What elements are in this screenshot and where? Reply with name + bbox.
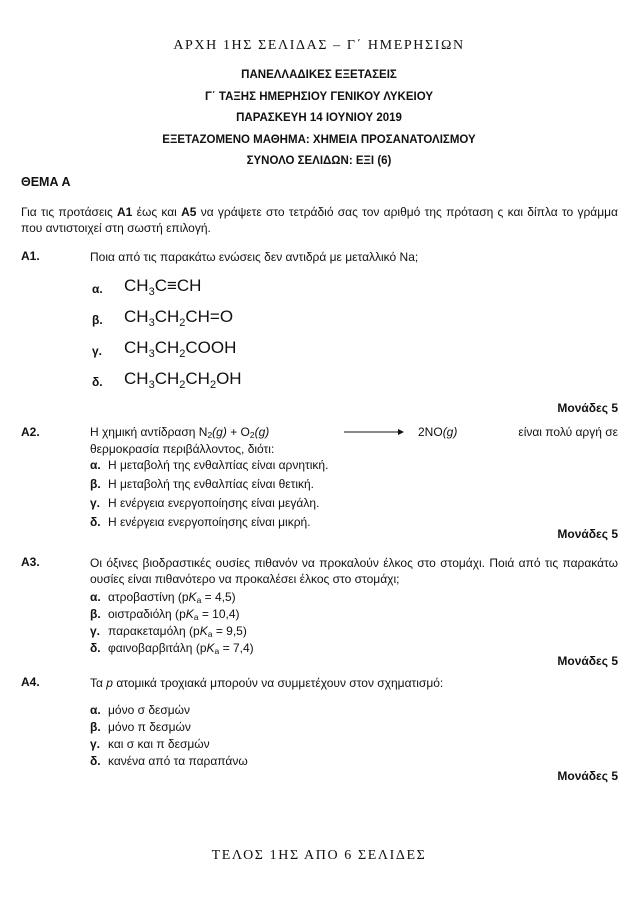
- a2-reaction-product: 2NO(g): [418, 425, 458, 439]
- a1-option-letter: γ.: [92, 344, 103, 358]
- a2-option-letter: γ.: [90, 496, 101, 510]
- exam-class: Γ΄ ΤΑΞΗΣ ΗΜΕΡΗΣΙΟΥ ΓΕΝΙΚΟΥ ΛΥΚΕΙΟΥ: [204, 91, 434, 103]
- intro-bold-2: Α5: [181, 205, 197, 219]
- a4-option-letter: γ.: [90, 737, 101, 751]
- a1-option-letter: α.: [92, 282, 103, 296]
- question-a1-text: Ποια από τις παρακάτω ενώσεις δεν αντιδρά με μεταλλικό Na;: [90, 250, 419, 264]
- a4-option-letter: δ.: [90, 754, 101, 768]
- a1-option-letter: δ.: [92, 375, 103, 389]
- page-header: ΑΡΧΗ 1ΗΣ ΣΕΛΙΔΑΣ – Γ΄ ΗΜΕΡΗΣΙΩΝ: [173, 38, 465, 53]
- exam-date: ΠΑΡΑΣΚΕΥΗ 14 ΙΟΥΝΙΟΥ 2019: [236, 112, 402, 124]
- a4-option-text: και σ και π δεσμών: [108, 737, 210, 751]
- a3-option-text: οιστραδιόλη $(pK_a = 10,4)$: [108, 607, 240, 622]
- question-a2-label: Α2.: [21, 425, 40, 439]
- a2-option-text: Η μεταβολή της ενθαλπίας είναι αρνητική.: [108, 458, 329, 472]
- question-a4-text: Τα p ατομικά τροχιακά μπορούν να συμμετέχουν στον σχηματισμό:: [90, 676, 444, 690]
- intro-text-2: έως και: [132, 205, 182, 219]
- a3-option-text: παρακεταμόλη $(pK_a = 9,5)$: [108, 624, 247, 639]
- a3-option-letter: δ.: [90, 641, 101, 655]
- a2-text-after: είναι πολύ αργή σε: [518, 425, 618, 439]
- a3-option-letter: γ.: [90, 624, 101, 638]
- reaction-arrow-icon: [344, 426, 404, 438]
- marks-a1: Μονάδες 5: [557, 401, 618, 415]
- a2-option-letter: α.: [90, 458, 101, 472]
- question-a3-text: Οι όξινες βιοδραστικές ουσίες πιθανόν να προκαλούν έλκος στο στομάχι. Ποιά από τις παρακάτω ουσίες είναι πιθανότερο να προκαλέσει έλκος στο στομάχι;: [90, 556, 618, 586]
- intro-bold-1: Α1: [117, 205, 133, 219]
- a1-option-letter: β.: [92, 313, 103, 327]
- a2-option-letter: β.: [90, 477, 101, 491]
- marks-a4: Μονάδες 5: [557, 769, 618, 783]
- marks-a2: Μονάδες 5: [557, 527, 618, 541]
- question-a3-label: Α3.: [21, 555, 40, 569]
- a2-option-text: Η ενέργεια ενεργοποίησης είναι μικρή.: [108, 515, 311, 529]
- a4-option-text: κανένα από τα παραπάνω: [108, 754, 248, 768]
- intro-text-1: Για τις προτάσεις: [21, 205, 118, 219]
- instructions: [21, 204, 618, 236]
- a1-option-formula: $CH_3C\equiv CH$: [124, 276, 202, 298]
- a3-option-letter: β.: [90, 607, 101, 621]
- a1-option-formula: $CH_3CH_2CH_2OH$: [124, 369, 242, 391]
- a2-option-text: Η μεταβολή της ενθαλπίας είναι θετική.: [108, 477, 315, 491]
- intro-text-3: να γράψετε στο τετράδιό σας τον αριθμό της πρόταση ς και δίπλα το γράμμα που αντιστοιχεί στη σωστή επιλογή.: [21, 205, 618, 235]
- marks-a3: Μονάδες 5: [557, 654, 618, 668]
- exam-subject: ΕΞΕΤΑΖΟΜΕΝΟ ΜΑΘΗΜΑ: ΧΗΜΕΙΑ ΠΡΟΣΑΝΑΤΟΛΙΣΜΟΥ: [162, 134, 476, 146]
- a4-option-text: μόνο σ δεσμών: [108, 703, 191, 717]
- a1-option-formula: $CH_3CH_2COOH$: [124, 338, 237, 360]
- a2-option-text: Η ενέργεια ενεργοποίησης είναι μεγάλη.: [108, 496, 320, 510]
- section-heading: ΘΕΜΑ Α: [21, 175, 71, 189]
- exam-title: ΠΑΝΕΛΛΑΔΙΚΕΣ ΕΞΕΤΑΣΕΙΣ: [241, 69, 397, 81]
- question-a1-label: Α1.: [21, 249, 40, 263]
- page-footer: ΤΕΛΟΣ 1ΗΣ ΑΠΟ 6 ΣΕΛΙΔΕΣ: [211, 848, 427, 863]
- a2-option-letter: δ.: [90, 515, 101, 529]
- a4-option-letter: β.: [90, 720, 101, 734]
- a3-option-text: ατροβαστίνη $(pK_a = 4,5)$: [108, 590, 236, 605]
- a3-option-letter: α.: [90, 590, 101, 604]
- a4-option-text: μόνο π δεσμών: [108, 720, 191, 734]
- a4-option-letter: α.: [90, 703, 101, 717]
- exam-pages: ΣΥΝΟΛΟ ΣΕΛΙΔΩΝ: ΕΞΙ (6): [246, 155, 392, 167]
- a1-option-formula: $CH_3CH_2CH=O$: [124, 307, 234, 329]
- question-a4-label: Α4.: [21, 675, 40, 689]
- a3-option-text: φαινοβαρβιτάλη $(pK_a = 7,4)$: [108, 641, 254, 656]
- a2-text-line2: θερμοκρασία περιβάλλοντος, διότι:: [90, 442, 275, 456]
- a2-reaction-lhs: Η χημική αντίδραση $N_2(g) + O_2(g)$: [90, 425, 270, 440]
